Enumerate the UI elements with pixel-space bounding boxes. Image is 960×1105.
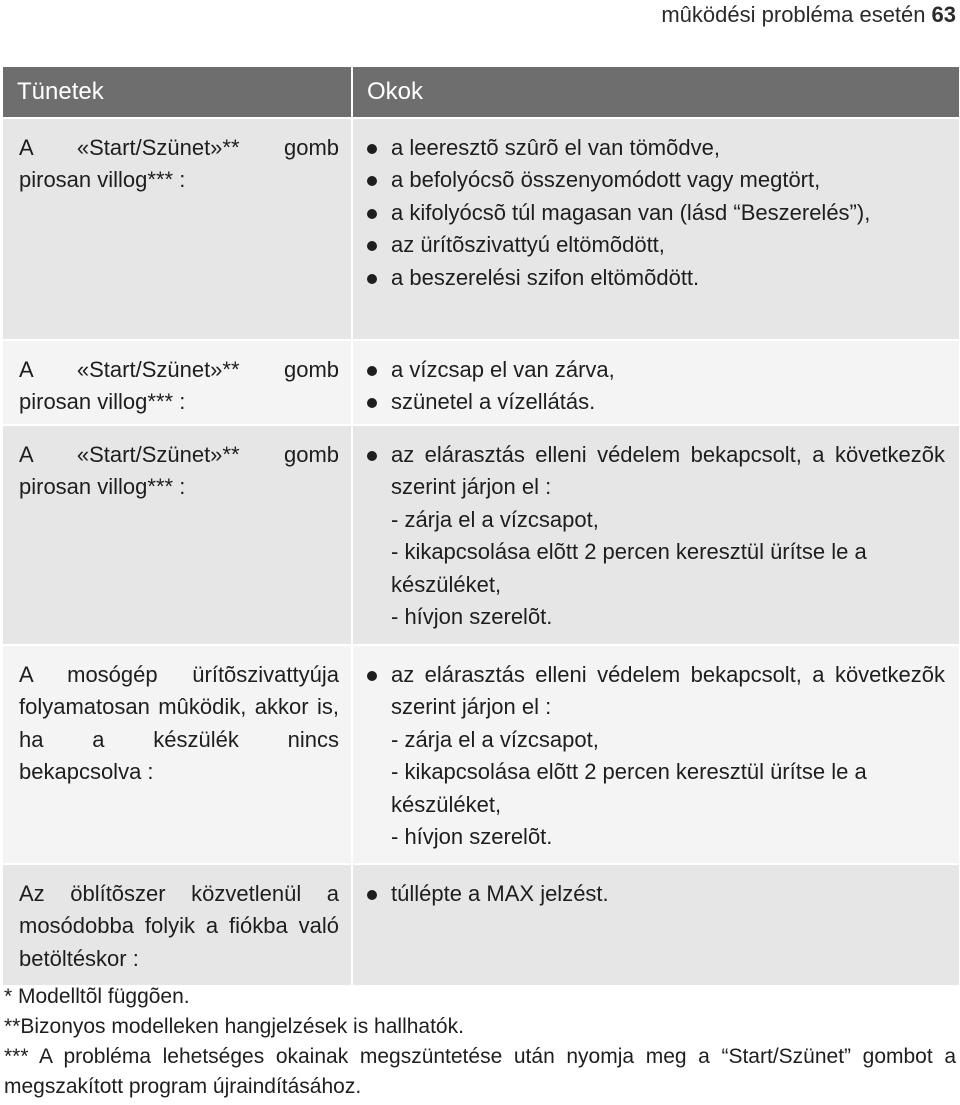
cause-list xyxy=(363,354,945,419)
causes-cell xyxy=(353,865,959,985)
cause-item: az ürítõszivattyú eltömõdött, xyxy=(363,229,945,261)
footnotes xyxy=(4,982,956,1102)
cause-item: szünetel a vízellátás. xyxy=(363,386,945,418)
causes-cell xyxy=(353,341,959,424)
troubleshooting-table xyxy=(3,67,957,985)
symptom-cell: A «Start/Szünet»** gomb pirosan villog*** : xyxy=(3,119,351,339)
cause-item: a beszerelési szifon eltömõdött. xyxy=(363,262,945,294)
cause-item: a kifolyócsõ túl magasan van (lásd “Beszerelés”), xyxy=(363,197,945,229)
header-causes: Okok xyxy=(353,67,959,117)
symptom-cell: A mosógép ürítõszivattyúja folyamatosan mûködik, akkor is, ha a készülék nincs bekapcsolva : xyxy=(3,646,351,863)
causes-cell xyxy=(353,426,959,644)
footnote: **Bizonyos modelleken hangjelzések is hallhatók. xyxy=(4,1015,464,1038)
cause-step: - hívjon szerelõt. xyxy=(391,824,553,850)
cause-list xyxy=(363,132,945,294)
cause-list xyxy=(363,878,945,910)
cause-step: - hívjon szerelõt. xyxy=(391,604,553,630)
symptom-cell: A «Start/Szünet»** gomb pirosan villog*** : xyxy=(3,426,351,644)
cause-step: - zárja el a vízcsapot, xyxy=(391,506,599,532)
cause-list xyxy=(363,439,945,633)
cause-item: a leeresztõ szûrõ el van tömõdve, xyxy=(363,132,945,164)
cause-step: - kikapcsolása elõtt 2 percen keresztül ürítse le a készüléket, xyxy=(391,539,867,597)
cause-item xyxy=(363,439,945,633)
symptom-cell: A «Start/Szünet»** gomb pirosan villog*** : xyxy=(3,341,351,424)
cause-step: - zárja el a vízcsapot, xyxy=(391,726,599,752)
header-symptoms: Tünetek xyxy=(3,67,351,117)
page-title: mûködési probléma esetén xyxy=(661,2,926,27)
footnote: * Modelltõl függõen. xyxy=(4,985,190,1008)
cause-item: túllépte a MAX jelzést. xyxy=(363,878,945,910)
cause-item xyxy=(363,659,945,853)
cause-list xyxy=(363,659,945,853)
footnote: *** A probléma lehetséges okainak megszüntetése után nyomja meg a “Start/Szünet” gombot a megszakított program újraindításához. xyxy=(4,1045,956,1098)
causes-cell xyxy=(353,646,959,863)
cause-text: az elárasztás elleni védelem bekapcsolt, a következõk szerint járjon el : xyxy=(391,662,945,720)
page-header xyxy=(661,2,956,28)
cause-item: a befolyócsõ összenyomódott vagy megtört, xyxy=(363,164,945,196)
cause-step: - kikapcsolása elõtt 2 percen keresztül ürítse le a készüléket, xyxy=(391,759,867,817)
cause-text: az elárasztás elleni védelem bekapcsolt, a következõk szerint járjon el : xyxy=(391,442,945,500)
symptom-cell: Az öblítõszer közvetlenül a mosódobba folyik a fiókba való betöltéskor : xyxy=(3,865,351,985)
causes-cell xyxy=(353,119,959,339)
page-number: 63 xyxy=(931,2,956,27)
cause-item: a vízcsap el van zárva, xyxy=(363,354,945,386)
